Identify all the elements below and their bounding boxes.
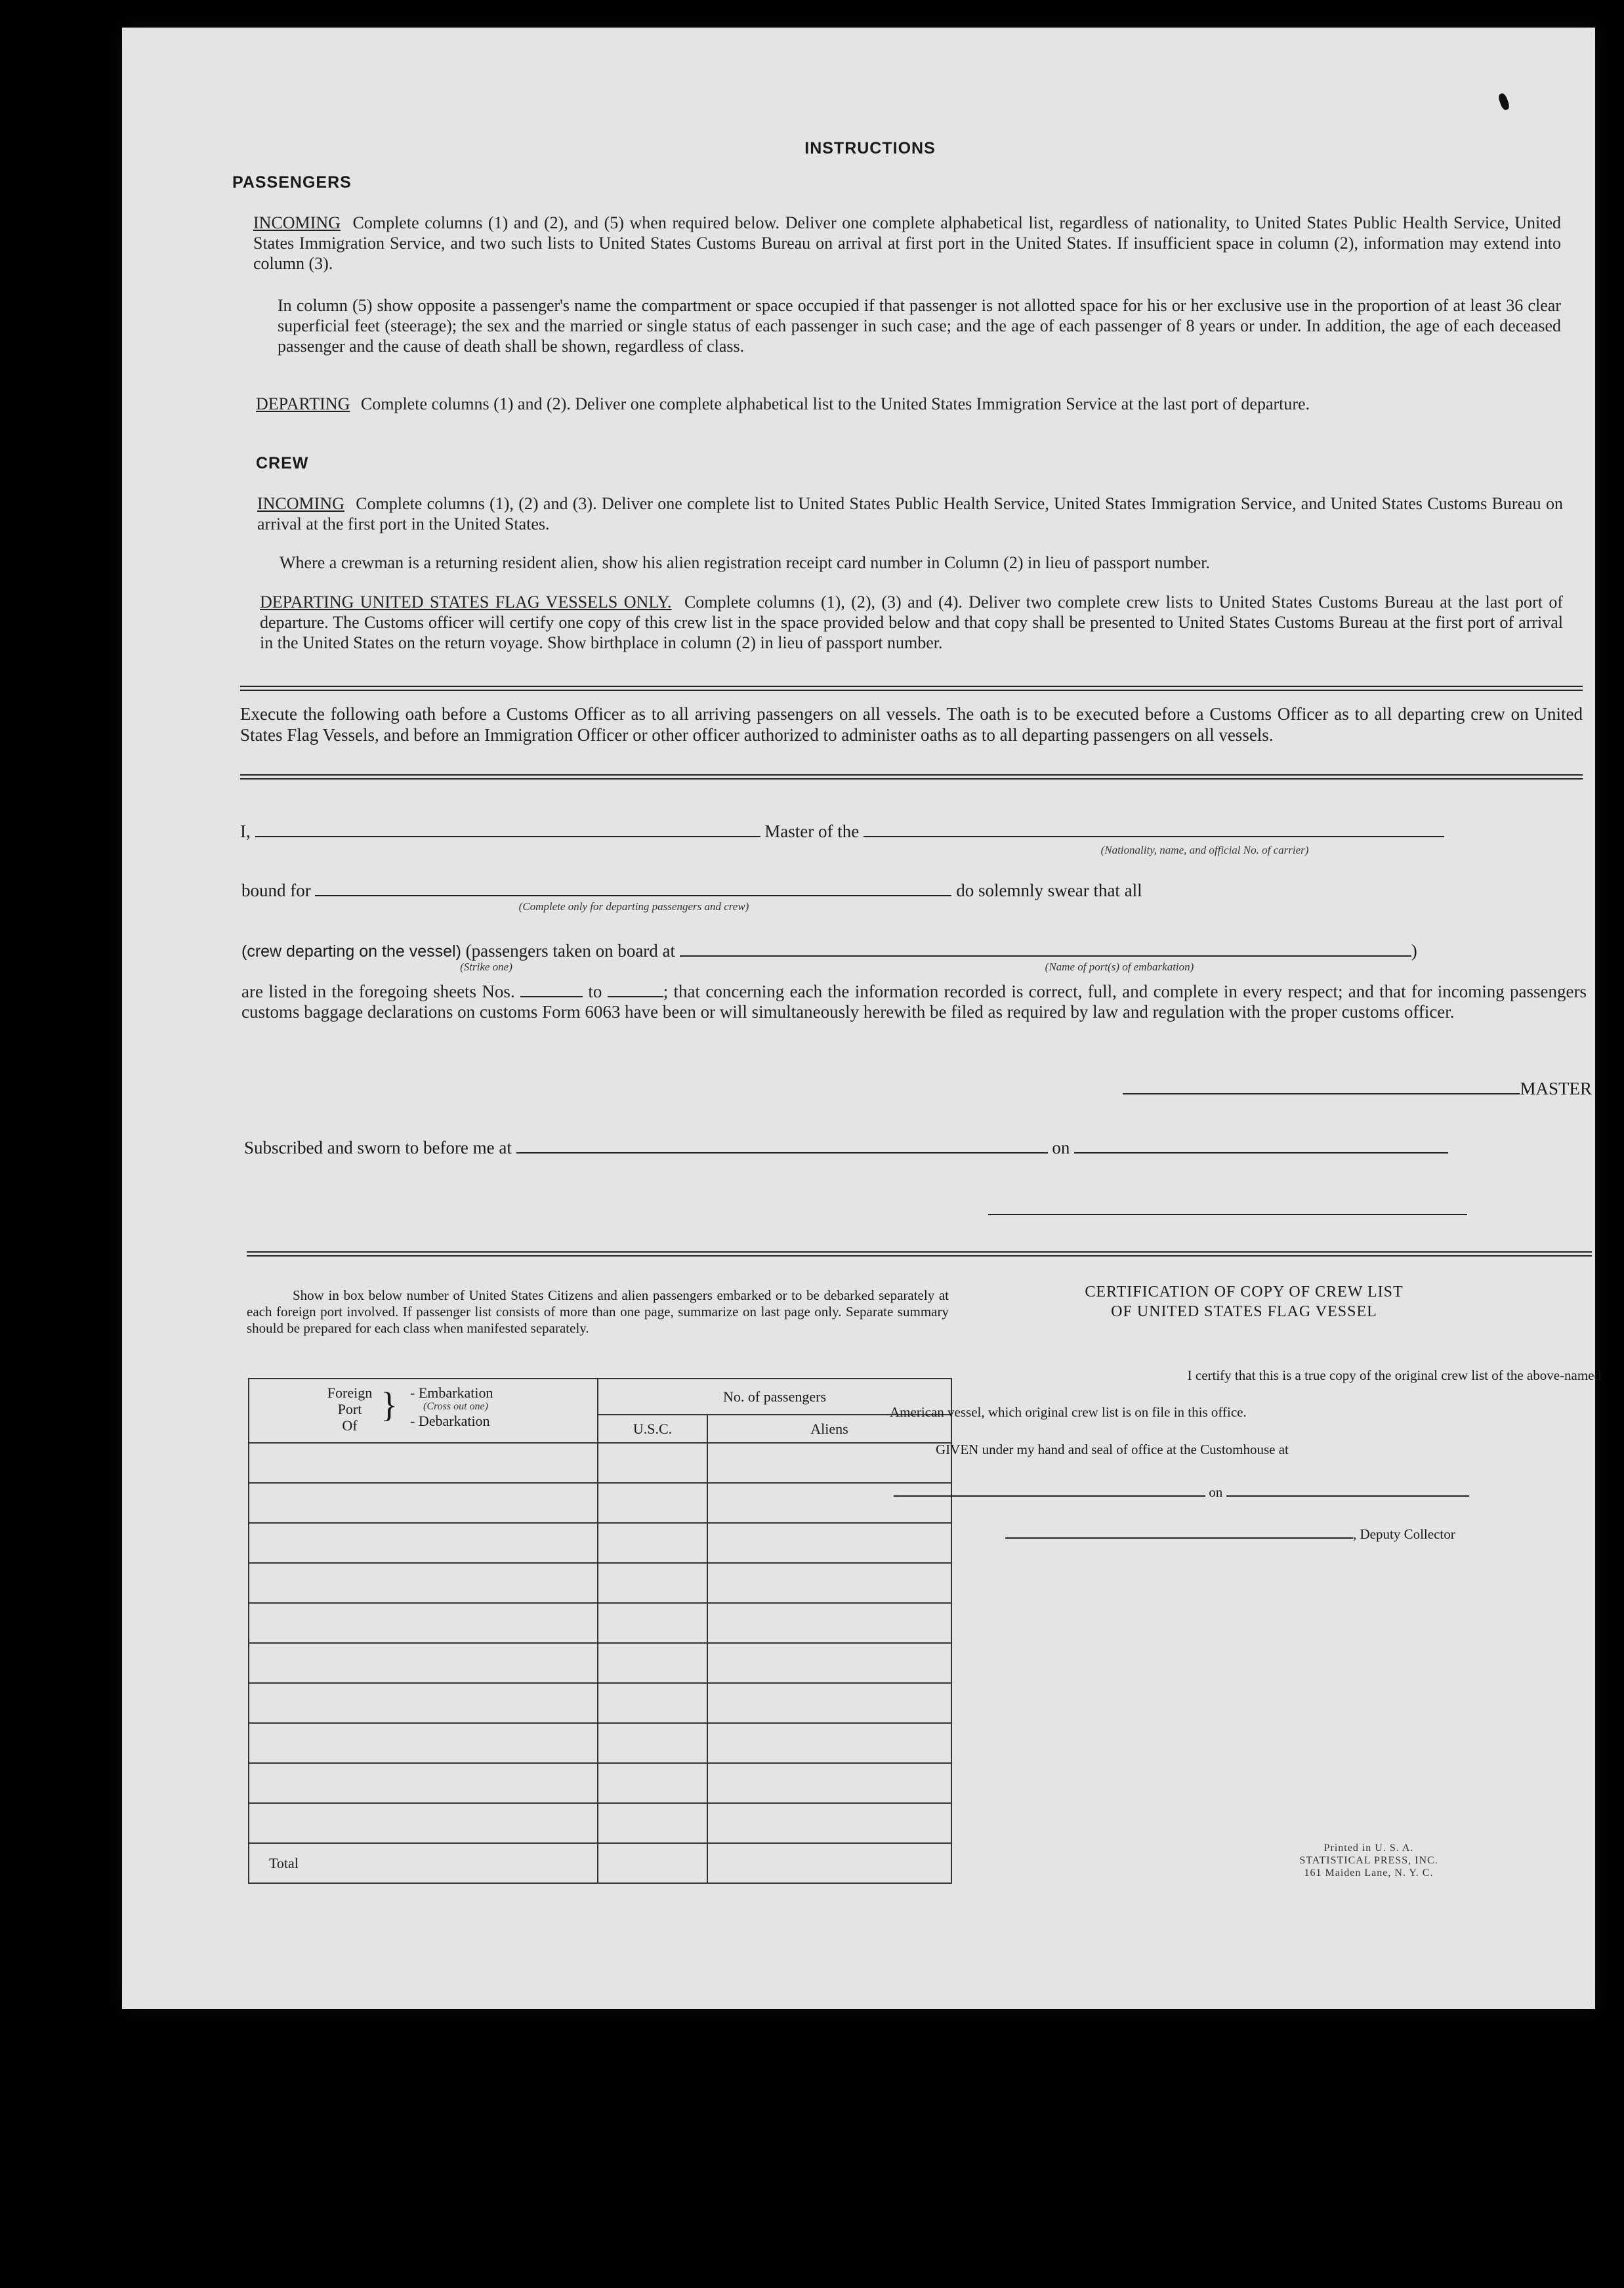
swear-text: do solemnly swear that all	[956, 881, 1142, 900]
aliens-header: Aliens	[707, 1415, 951, 1443]
usc-total-cell[interactable]	[598, 1843, 707, 1883]
passengers-taken-option[interactable]: (passengers taken on board at	[465, 941, 676, 961]
returning-resident-paragraph: Where a crewman is a returning resident alien, show his alien registration receipt card number in Column (2) in lieu of passport number.	[280, 553, 1211, 572]
passengers-incoming-text: Complete columns (1) and (2), and (5) when required below. Deliver one complete alphabetical list, regardless of nationality, to United States Public Health Service, United States Immigration Service, and two such lists to United States Customs Bureau on arrival at first port in the United States. If insufficient space in column (2), information may extend into column (3).	[253, 213, 1562, 273]
subscribed-date-field[interactable]	[1074, 1152, 1448, 1154]
port-cell[interactable]	[249, 1443, 598, 1483]
customhouse-field[interactable]	[894, 1495, 1205, 1497]
crew-heading: CREW	[256, 454, 309, 472]
subscribed-place-field[interactable]	[516, 1152, 1048, 1154]
oath-crew-row	[241, 941, 1587, 961]
usc-cell[interactable]	[598, 1563, 707, 1603]
crew-departing-paragraph	[260, 592, 1563, 653]
ink-blot-mark	[1497, 93, 1510, 112]
bound-for-field[interactable]	[315, 895, 951, 896]
certification-title-line1: CERTIFICATION OF COPY OF CREW LIST	[1085, 1283, 1404, 1300]
table-row	[249, 1683, 951, 1723]
usc-cell[interactable]	[598, 1723, 707, 1763]
certification-on-label: on	[1209, 1484, 1223, 1500]
crew-departing-text: Complete columns (1), (2), (3) and (4). Deliver two complete crew lists to United States Customs Bureau at the last port of departure. The Customs officer will certify one copy of this crew list in the space provided below and that copy shall be presented to United States Customs Bureau at the first port of arrival in the United States on the return voyage. Show birthplace in column (2) in lieu of passport number.	[260, 593, 1563, 652]
table-row	[249, 1803, 951, 1843]
master-signature-row	[988, 1079, 1592, 1099]
aliens-cell[interactable]	[707, 1603, 951, 1643]
passengers-departing-paragraph	[256, 394, 1561, 414]
port-cell[interactable]	[249, 1643, 598, 1683]
port-cell[interactable]	[249, 1683, 598, 1723]
subscribed-on-label: on	[1052, 1138, 1070, 1157]
aliens-total-cell[interactable]	[707, 1843, 951, 1883]
port-cell[interactable]	[249, 1603, 598, 1643]
usc-cell[interactable]	[598, 1683, 707, 1723]
certify-line-b: American vessel, which original crew list is on file in this office.	[890, 1404, 1247, 1420]
given-line: GIVEN under my hand and seal of office at the Customhouse at	[936, 1442, 1289, 1457]
table-row	[249, 1603, 951, 1643]
oath-listed-paragraph	[241, 982, 1587, 1022]
instructions-title: INSTRUCTIONS	[804, 139, 936, 157]
port-cell[interactable]	[249, 1483, 598, 1523]
passengers-departing-label: DEPARTING	[256, 394, 350, 413]
divider	[240, 774, 1583, 780]
foreign-label: Foreign	[327, 1384, 373, 1401]
no-of-passengers-header: No. of passengers	[598, 1379, 951, 1415]
port-header-cell: Foreign Port Of } - Embarkation (Cross out one) - Debarkation	[249, 1379, 598, 1443]
master-signature-field[interactable]	[1123, 1093, 1520, 1094]
master-of-the-label: Master of the	[764, 822, 860, 841]
aliens-cell[interactable]	[707, 1723, 951, 1763]
table-row	[249, 1443, 951, 1483]
table-row	[249, 1483, 951, 1523]
aliens-cell[interactable]	[707, 1683, 951, 1723]
of-label: Of	[342, 1417, 358, 1434]
column5-paragraph: In column (5) show opposite a passenger's name the compartment or space occupied if that passenger is not allotted space for his or her exclusive use in the proportion of at least 36 clear superficial feet (steerage); the sex and the married or single status of each passenger in such case; and the age of each passenger of 8 years or under. In addition, the age of each deceased passenger and the cause of death shall be shown, regardless of class.	[278, 296, 1561, 356]
divider	[240, 686, 1583, 691]
master-name-field[interactable]	[255, 836, 760, 837]
debarkation-option[interactable]: - Debarkation	[410, 1413, 490, 1429]
printer-imprint	[1257, 1842, 1480, 1879]
listed-text-b: ; that concerning each the information recorded is correct, full, and complete in every respect; and that for incoming passengers customs baggage declarations on customs Form 6063 have been or will simultaneously herewith be filed as required by law and regulation with the proper customs officer.	[241, 982, 1587, 1022]
sheet-to-field[interactable]	[608, 996, 663, 997]
customhouse-row	[894, 1484, 1602, 1501]
passengers-heading: PASSENGERS	[232, 173, 352, 192]
table-row	[249, 1763, 951, 1803]
port-cell[interactable]	[249, 1763, 598, 1803]
certify-line-a: I certify that this is a true copy of the original crew list of the above-named	[1187, 1367, 1601, 1383]
sheet-from-field[interactable]	[520, 996, 583, 997]
passengers-incoming-label: INCOMING	[253, 213, 341, 232]
divider	[247, 1251, 1592, 1257]
aliens-cell[interactable]	[707, 1443, 951, 1483]
usc-cell[interactable]	[598, 1523, 707, 1563]
deputy-collector-label: , Deputy Collector	[1353, 1526, 1455, 1542]
usc-cell[interactable]	[598, 1483, 707, 1523]
port-label: Port	[337, 1401, 362, 1417]
carrier-field[interactable]	[864, 836, 1444, 837]
embarkation-option[interactable]: - Embarkation	[410, 1384, 493, 1401]
certification-title-line2: OF UNITED STATES FLAG VESSEL	[1111, 1303, 1377, 1320]
oath-master-row	[240, 822, 1585, 842]
passengers-incoming-paragraph	[253, 213, 1561, 274]
usc-cell[interactable]	[598, 1803, 707, 1843]
usc-cell[interactable]	[598, 1763, 707, 1803]
passengers-departing-text: Complete columns (1) and (2). Deliver one complete alphabetical list to the United States Immigration Service at the last port of departure.	[360, 394, 1310, 413]
crew-incoming-text: Complete columns (1), (2) and (3). Deliver one complete list to United States Public Health Service, United States Immigration Service, and United States Customs Bureau on arrival at the first port in the United States.	[257, 494, 1563, 533]
box-instructions: Show in box below number of United States Citizens and alien passengers embarked or to be debarked separately at each foreign port involved. If passenger list consists of more than one page, summarize on last page only. Separate summary should be prepared for each class when manifested separately.	[247, 1287, 949, 1336]
crew-departing-option[interactable]: (crew departing on the vessel)	[241, 942, 461, 961]
certification-date-field[interactable]	[1226, 1495, 1469, 1497]
cross-out-caption: (Cross out one)	[423, 1401, 488, 1412]
passenger-summary-table	[248, 1378, 952, 1884]
table-row	[249, 1563, 951, 1603]
to-label: to	[588, 982, 602, 1001]
aliens-cell[interactable]	[707, 1643, 951, 1683]
deputy-row	[1005, 1526, 1602, 1543]
strike-one-caption: (Strike one)	[460, 961, 512, 973]
aliens-cell[interactable]	[707, 1763, 951, 1803]
certification-title	[975, 1282, 1513, 1321]
oath-intro: Execute the following oath before a Customs Officer as to all arriving passengers on all vessels. The oath is to be executed before a Customs Officer as to all departing crew on United States Flag Vessels, and before an Immigration Officer or other officer authorized to administer oaths as to all departing passengers on all vessels.	[240, 704, 1583, 745]
aliens-cell[interactable]	[707, 1523, 951, 1563]
port-cell[interactable]	[249, 1563, 598, 1603]
oath-bound-row	[241, 881, 1587, 901]
crew-incoming-label: INCOMING	[257, 494, 344, 513]
table-row	[249, 1723, 951, 1763]
form-page	[122, 28, 1601, 2009]
crew-incoming-paragraph	[257, 493, 1563, 534]
close-paren: )	[1411, 941, 1417, 961]
officer-signature-field[interactable]	[988, 1214, 1467, 1215]
crew-departing-label: DEPARTING UNITED STATES FLAG VESSELS ONLY.	[260, 593, 672, 612]
listed-text-a: are listed in the foregoing sheets Nos.	[241, 982, 515, 1001]
port-cell[interactable]	[249, 1523, 598, 1563]
subscribed-text: Subscribed and sworn to before me at	[244, 1138, 512, 1157]
aliens-cell[interactable]	[707, 1563, 951, 1603]
port-caption: (Name of port(s) of embarkation)	[1045, 961, 1194, 973]
imprint-line3: 161 Maiden Lane, N. Y. C.	[1304, 1867, 1434, 1879]
carrier-caption: (Nationality, name, and official No. of carrier)	[1100, 844, 1309, 856]
usc-cell[interactable]	[598, 1443, 707, 1483]
port-cell[interactable]	[249, 1723, 598, 1763]
usc-cell[interactable]	[598, 1643, 707, 1683]
embarkation-port-field[interactable]	[680, 955, 1411, 957]
bound-for-label: bound for	[241, 881, 311, 900]
total-label: Total	[249, 1843, 598, 1883]
usc-header: U.S.C.	[598, 1415, 707, 1443]
deputy-signature-field[interactable]	[1005, 1537, 1353, 1539]
table-row	[249, 1643, 951, 1683]
port-cell[interactable]	[249, 1803, 598, 1843]
imprint-line1: Printed in U. S. A.	[1323, 1842, 1414, 1854]
aliens-cell[interactable]	[707, 1803, 951, 1843]
subscribed-row	[244, 1138, 1589, 1158]
usc-cell[interactable]	[598, 1603, 707, 1643]
table-row	[249, 1523, 951, 1563]
bound-caption: (Complete only for departing passengers and crew)	[518, 900, 749, 913]
master-label: MASTER	[1520, 1079, 1592, 1098]
total-row	[249, 1843, 951, 1883]
imprint-line2: STATISTICAL PRESS, INC.	[1299, 1855, 1438, 1866]
oath-i-label: I,	[240, 822, 251, 841]
